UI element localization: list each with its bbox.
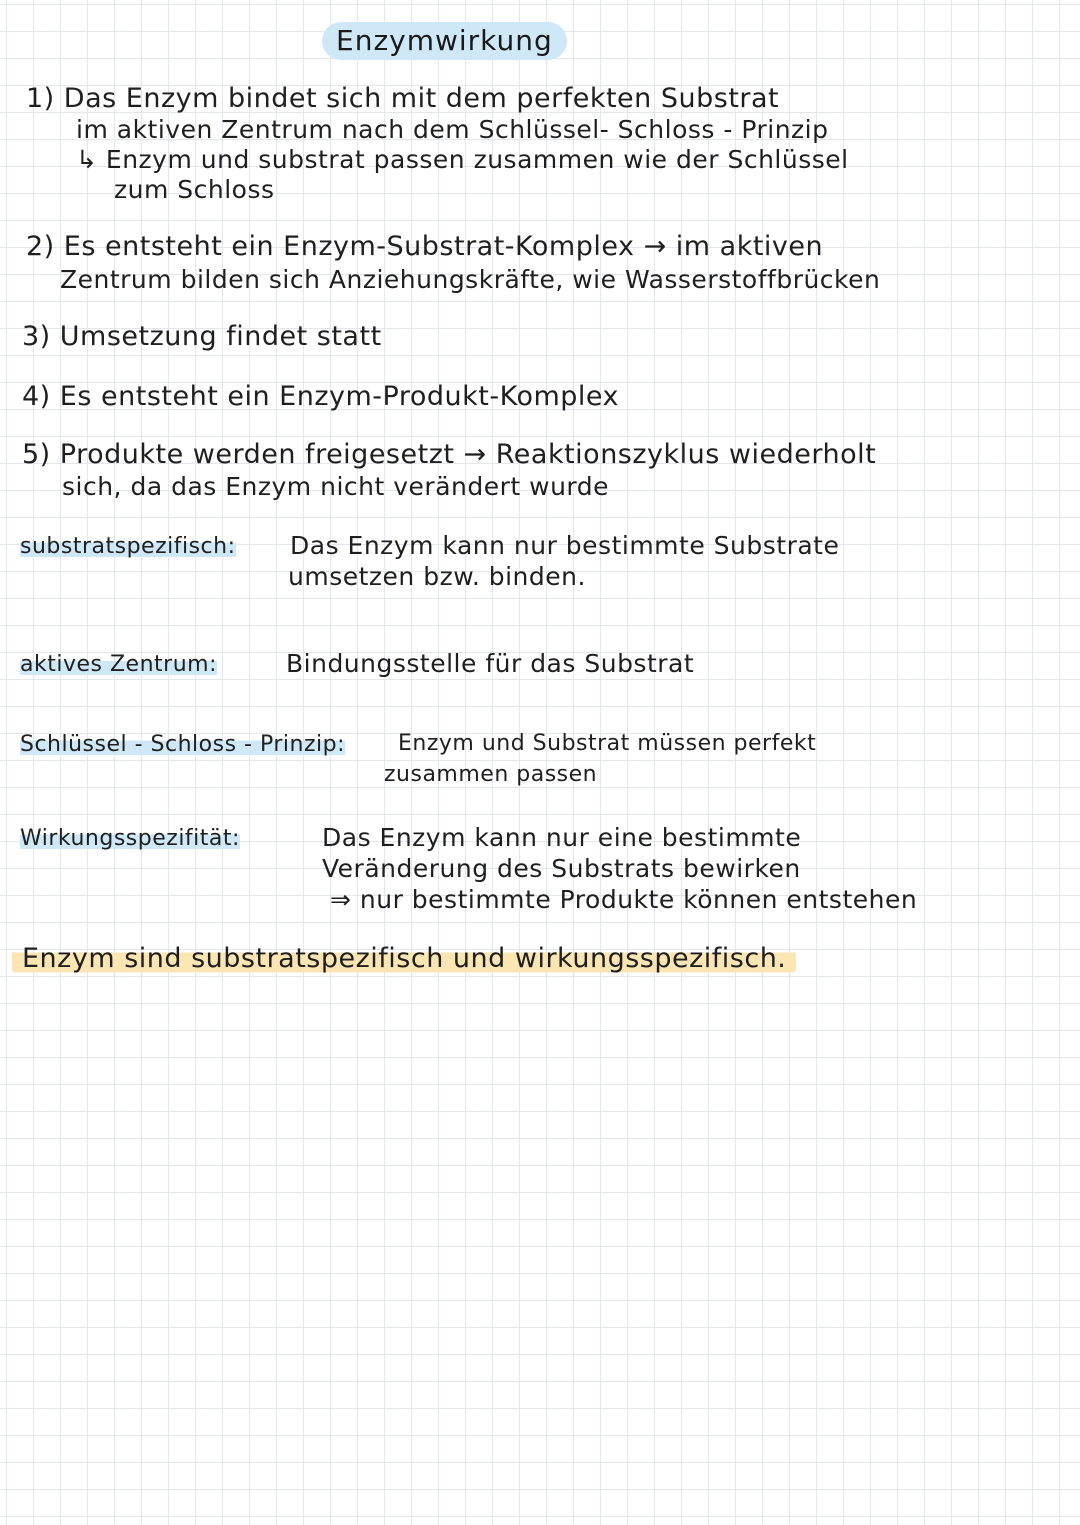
step-1-line-2: im aktiven Zentrum nach dem Schlüssel- Schloss - Prinzip xyxy=(76,115,829,144)
definition-substratspezifisch-line-1: Das Enzym kann nur bestimmte Substrate xyxy=(290,531,840,560)
step-5-line-2: sich, da das Enzym nicht verändert wurde xyxy=(62,472,610,501)
step-2-line-2: Zentrum bilden sich Anziehungskräfte, wie Wasserstoffbrücken xyxy=(60,265,881,294)
definition-term-text: Schlüssel - Schloss - Prinzip: xyxy=(20,732,345,757)
definition-term-text: Wirkungsspezifität: xyxy=(20,826,240,851)
definition-wirkungsspezifitaet-line-3: ⇒ nur bestimmte Produkte können entstehen xyxy=(330,885,918,914)
step-1-line-3: ↳ Enzym und substrat passen zusammen wie der Schlüssel xyxy=(76,145,849,174)
page-title: Enzymwirkung xyxy=(322,22,567,60)
definition-schluessel-schloss-line-2: zusammen passen xyxy=(384,762,598,787)
step-3-line-1: 3) Umsetzung findet statt xyxy=(22,321,382,352)
definition-term-wirkungsspezifitaet xyxy=(20,826,240,852)
definition-term-schluessel-schloss-prinzip xyxy=(20,732,345,758)
step-1-line-1: 1) Das Enzym bindet sich mit dem perfekten Substrat xyxy=(26,83,780,114)
summary xyxy=(12,944,796,974)
step-1-line-4: zum Schloss xyxy=(114,175,275,204)
step-4-line-1: 4) Es entsteht ein Enzym-Produkt-Komplex xyxy=(22,381,620,412)
definition-aktives-zentrum-line-1: Bindungsstelle für das Substrat xyxy=(286,649,695,678)
step-5-line-1: 5) Produkte werden freigesetzt → Reaktionszyklus wiederholt xyxy=(22,439,877,470)
definition-wirkungsspezifitaet-line-1: Das Enzym kann nur eine bestimmte xyxy=(322,823,802,852)
definition-term-text: aktives Zentrum: xyxy=(20,652,217,677)
definition-wirkungsspezifitaet-line-2: Veränderung des Substrats bewirken xyxy=(322,854,801,883)
step-2-line-1: 2) Es entsteht ein Enzym-Substrat-Komplex → im aktiven xyxy=(26,231,824,262)
summary-text: Enzym sind substratspezifisch und wirkungsspezifisch. xyxy=(12,943,796,974)
definition-substratspezifisch-line-2: umsetzen bzw. binden. xyxy=(288,562,586,591)
definition-term-text: substratspezifisch: xyxy=(20,534,236,559)
definition-term-aktives-zentrum xyxy=(20,652,217,678)
definition-schluessel-schloss-line-1: Enzym und Substrat müssen perfekt xyxy=(398,731,817,756)
definition-term-substratspezifisch xyxy=(20,534,236,560)
